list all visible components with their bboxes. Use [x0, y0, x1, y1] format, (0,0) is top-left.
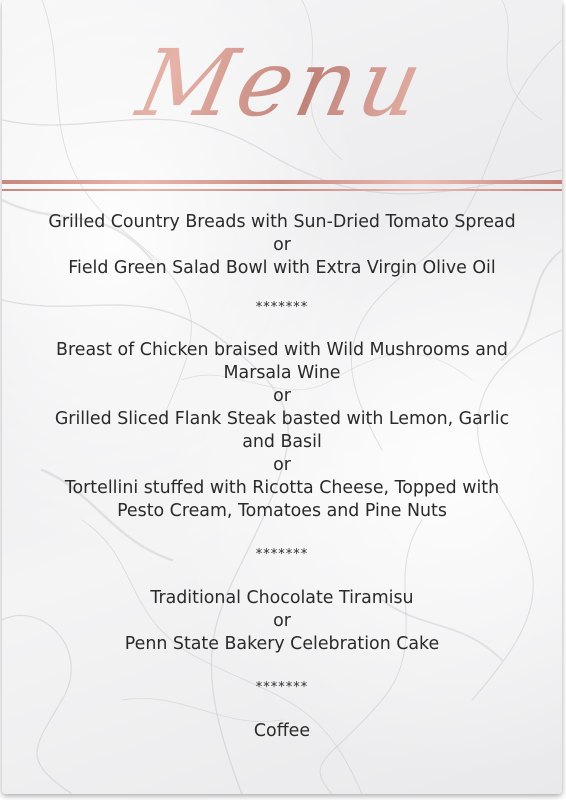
course-desserts: [16, 587, 548, 656]
menu-line: Traditional Chocolate Tiramisu: [150, 588, 414, 608]
menu-line: Pesto Cream, Tomatoes and Pine Nuts: [117, 501, 447, 521]
menu-line: Grilled Country Breads with Sun-Dried Tomato Spread: [48, 212, 516, 232]
title-divider-thin: [2, 189, 562, 191]
menu-line: Grilled Sliced Flank Steak basted with Lemon, Garlic: [54, 409, 510, 429]
course-separator: *******: [255, 300, 309, 315]
course-separator: *******: [255, 680, 309, 695]
menu-card: [2, 0, 562, 794]
menu-line: Coffee: [253, 721, 311, 741]
menu-line: Field Green Salad Bowl with Extra Virgin Olive Oil: [68, 258, 496, 278]
course-starters: [16, 211, 548, 280]
menu-line-or: or: [273, 235, 291, 255]
menu-line: and Basil: [242, 432, 322, 452]
course-separator: *******: [255, 547, 309, 562]
menu-line: Tortellini stuffed with Ricotta Cheese, Topped with: [64, 478, 500, 498]
course-mains: [16, 339, 548, 523]
menu-line: Penn State Bakery Celebration Cake: [124, 634, 440, 654]
menu-body: [16, 211, 548, 743]
menu-title: Menu: [2, 38, 562, 130]
menu-line-or: or: [273, 386, 291, 406]
menu-line: Marsala Wine: [223, 363, 341, 383]
course-coffee: [16, 720, 548, 743]
title-divider-thick: [2, 180, 562, 184]
menu-line-or: or: [273, 455, 291, 475]
menu-line: Breast of Chicken braised with Wild Mushrooms and: [56, 340, 508, 360]
menu-line-or: or: [273, 611, 291, 631]
